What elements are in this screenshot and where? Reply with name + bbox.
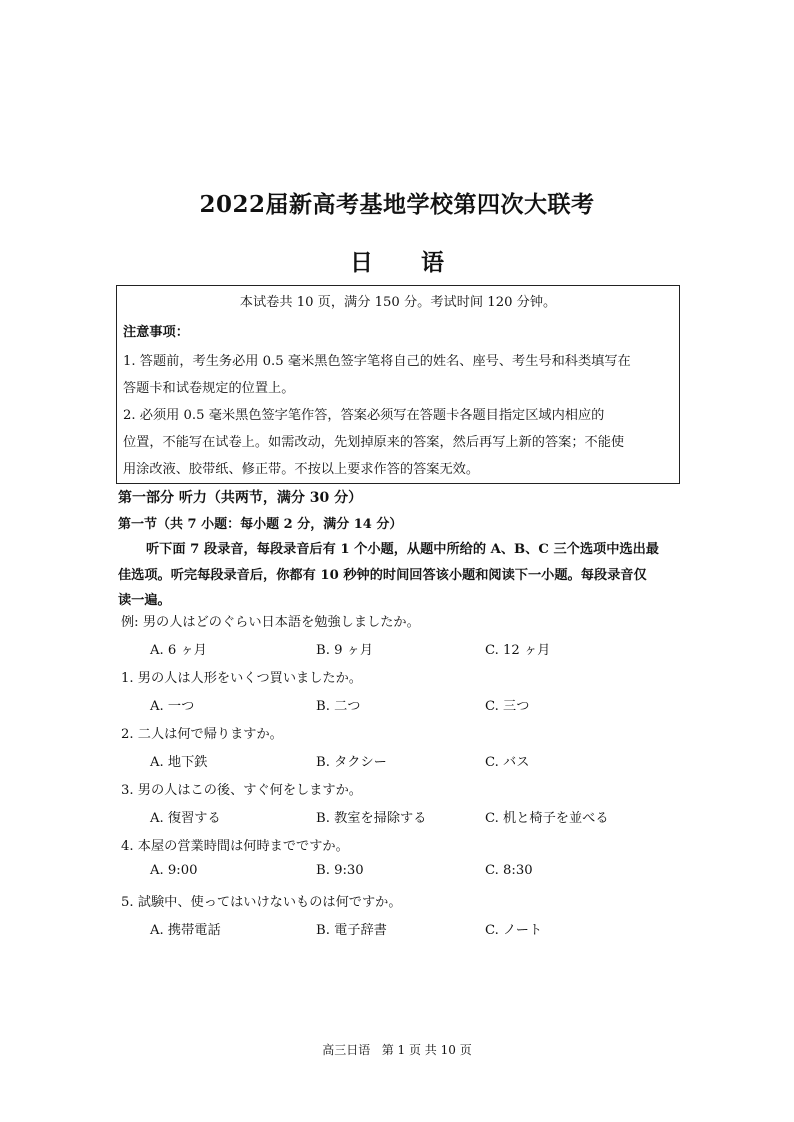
option-a: A. 9:00 (150, 863, 198, 878)
option-a: A. 復習する (150, 811, 221, 826)
section-heading: 第一节（共 7 小题：每小题 2 分，满分 14 分） (118, 517, 403, 532)
notice-line: 1. 答题前，考生务必用 0.5 毫米黑色签字笔将自己的姓名、座号、考生号和科类填写在 (123, 354, 631, 369)
notice-box (116, 285, 680, 484)
option-b: B. タクシー (316, 755, 387, 770)
page-footer: 高三日语 第 1 页 共 10 页 (322, 1043, 472, 1057)
option-c: C. バス (485, 755, 530, 770)
option-a: A. 6 ヶ月 (150, 643, 207, 658)
notice-line: 2. 必须用 0.5 毫米黑色签字笔作答，答案必须写在答题卡各题目指定区域内相应的 (123, 408, 605, 423)
question-stem: 1. 男の人は人形をいくつ買いましたか。 (121, 671, 362, 686)
exam-title: 2022届新高考基地学校第四次大联考 (199, 191, 595, 218)
option-c: C. 8:30 (485, 863, 533, 878)
notice-line: 答题卡和试卷规定的位置上。 (123, 381, 295, 396)
notice-heading: 注意事项： (123, 325, 189, 340)
option-b: B. 教室を掃除する (316, 811, 427, 826)
question-stem: 2. 二人は何で帰りますか。 (121, 727, 283, 742)
option-b: B. 電子辞書 (316, 923, 387, 938)
notice-line: 用涂改液、胶带纸、修正带。不按以上要求作答的答案无效。 (123, 462, 480, 477)
subject-title: 日 语 (349, 249, 444, 276)
part-heading: 第一部分 听力（共两节，满分 30 分） (118, 490, 363, 506)
notice-summary: 本试卷共 10 页，满分 150 分。考试时间 120 分钟。 (239, 295, 557, 310)
notice-line: 位置，不能写在试卷上。如需改动，先划掉原来的答案，然后再写上新的答案；不能使 (123, 435, 625, 450)
option-c: C. 机と椅子を並べる (485, 811, 609, 826)
option-a: A. 地下鉄 (150, 755, 208, 770)
instruction-line: 佳选项。听完每段录音后，你都有 10 秒钟的时间回答该小题和阅读下一小题。每段录音仅 (118, 568, 647, 583)
option-c: C. 12 ヶ月 (485, 643, 551, 658)
option-c: C. ノート (485, 923, 543, 938)
option-c: C. 三つ (485, 699, 530, 714)
option-b: B. 9:30 (316, 863, 364, 878)
question-stem: 3. 男の人はこの後、すぐ何をしますか。 (121, 783, 362, 798)
question-stem: 5. 試験中、使ってはいけないものは何ですか。 (121, 895, 402, 910)
option-b: B. 二つ (316, 699, 361, 714)
option-a: A. 一つ (150, 699, 195, 714)
question-stem: 例: 男の人はどのぐらい日本語を勉強しましたか。 (121, 615, 420, 630)
option-b: B. 9 ヶ月 (316, 643, 374, 658)
instruction-line: 听下面 7 段录音，每段录音后有 1 个小题，从题中所给的 A、B、C 三个选项中选出最 (146, 542, 659, 557)
option-a: A. 携帯電話 (150, 923, 221, 938)
question-stem: 4. 本屋の営業時間は何時までですか。 (121, 839, 349, 854)
instruction-line: 读一遍。 (118, 593, 171, 608)
